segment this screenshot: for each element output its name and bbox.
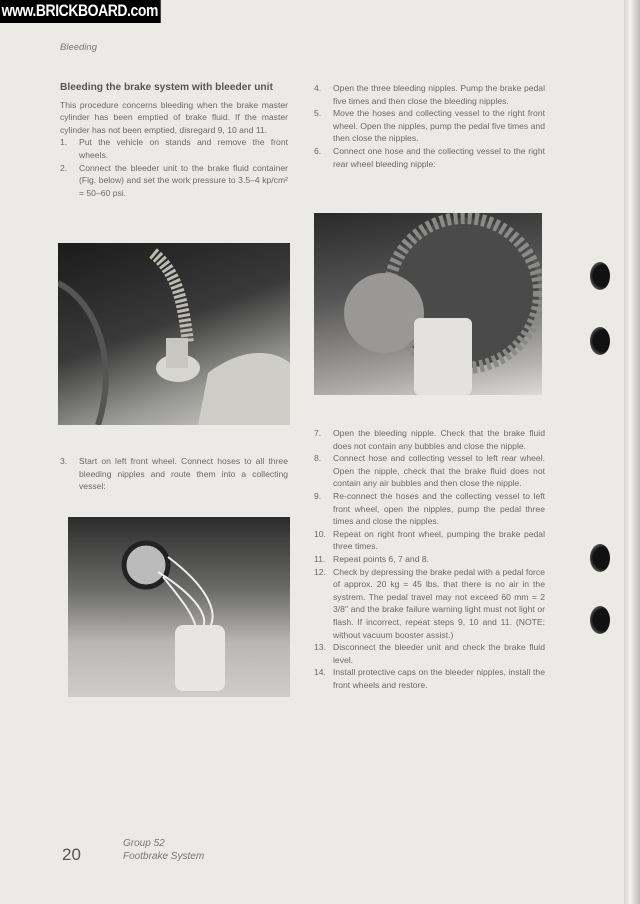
- photo-front-wheel-hoses: [68, 517, 290, 697]
- step-item: 11. Repeat points 6, 7 and 8.: [314, 553, 430, 564]
- binder-hole: [590, 262, 610, 290]
- left-column-top: [60, 82, 288, 199]
- section-title: Bleeding the brake system with bleeder unit: [60, 82, 273, 93]
- left-column-step3: [60, 455, 288, 493]
- step-item: 2. Connect the bleeder unit to the brake fluid container (Fig. below) and set the work pressure to 3.5–4 kp/cm² = 50–60 psi.: [60, 162, 288, 198]
- footer-group-label: Group 52: [123, 838, 165, 849]
- step-item: 12. Check by depressing the brake pedal with a pedal force of approx. 20 kg = 45 lbs. that there is no air in the systrem. The pedal travel may not exceed 60 mm = 2 3/8" and the brake failure warning light must not light or flash. If incorrect, repeat steps 9, 10 and 11. (NOTE: without vacuum booster assist.): [314, 566, 545, 640]
- photo-bleeder-unit-engine-bay: [58, 243, 290, 425]
- right-column-bottom: [314, 427, 545, 691]
- step-item: 8. Connect hose and collecting vessel to left rear wheel. Open the nipple, check that the brake fluid does not contain any air bubbles and then close the nipple.: [314, 453, 545, 489]
- step-item: 1. Put the vehicle on stands and remove the front wheels.: [60, 137, 288, 160]
- step-item: 3. Start on left front wheel. Connect hoses to all three bleeding nipples and route them into a collecting vessel:: [60, 456, 288, 492]
- photo-rear-wheel-nipple: [314, 213, 542, 395]
- footer-system-label: Footbrake System: [123, 851, 205, 862]
- intro-paragraph: This procedure concerns bleeding when the brake master cylinder has been emptied of brake fluid. If the master cylinder has not been emptied, disregard 9, 10 and 11.: [60, 99, 288, 135]
- step-item: 5. Move the hoses and collecting vessel to the right front wheel. Open the nipples, pump the pedal five times and then close the nipples.: [314, 108, 545, 144]
- step-item: 10. Repeat on right front wheel, pumping the brake pedal three times.: [314, 528, 545, 552]
- page-number: 20: [62, 845, 81, 864]
- binder-hole: [590, 544, 610, 572]
- step-item: 6. Connect one hose and the collecting vessel to the right rear wheel bleeding nipple:: [314, 145, 545, 169]
- step-item: 14. Install protective caps on the bleeder nipples, install the front wheels and restore.: [314, 667, 545, 690]
- right-column-top: [314, 82, 545, 170]
- watermark: www.BRICKBOARD.com: [0, 0, 160, 23]
- step-item: 4. Open the three bleeding nipples. Pump the brake pedal five times and then close the bleeding nipples.: [314, 83, 545, 106]
- footer-group: [123, 837, 204, 863]
- running-head: Bleeding: [60, 42, 97, 53]
- binder-hole: [590, 606, 610, 634]
- page-edge: [624, 0, 640, 904]
- binder-hole: [590, 327, 610, 355]
- step-item: 13. Disconnect the bleeder unit and check the brake fluid level.: [314, 642, 545, 665]
- step-item: 7. Open the bleeding nipple. Check that the brake fluid does not contain any bubbles and close the nipple.: [314, 428, 545, 451]
- step-item: 9. Re-connect the hoses and the collecting vessel to left front wheel, open the nipples, pump the pedal three times and close the nipples.: [314, 490, 545, 527]
